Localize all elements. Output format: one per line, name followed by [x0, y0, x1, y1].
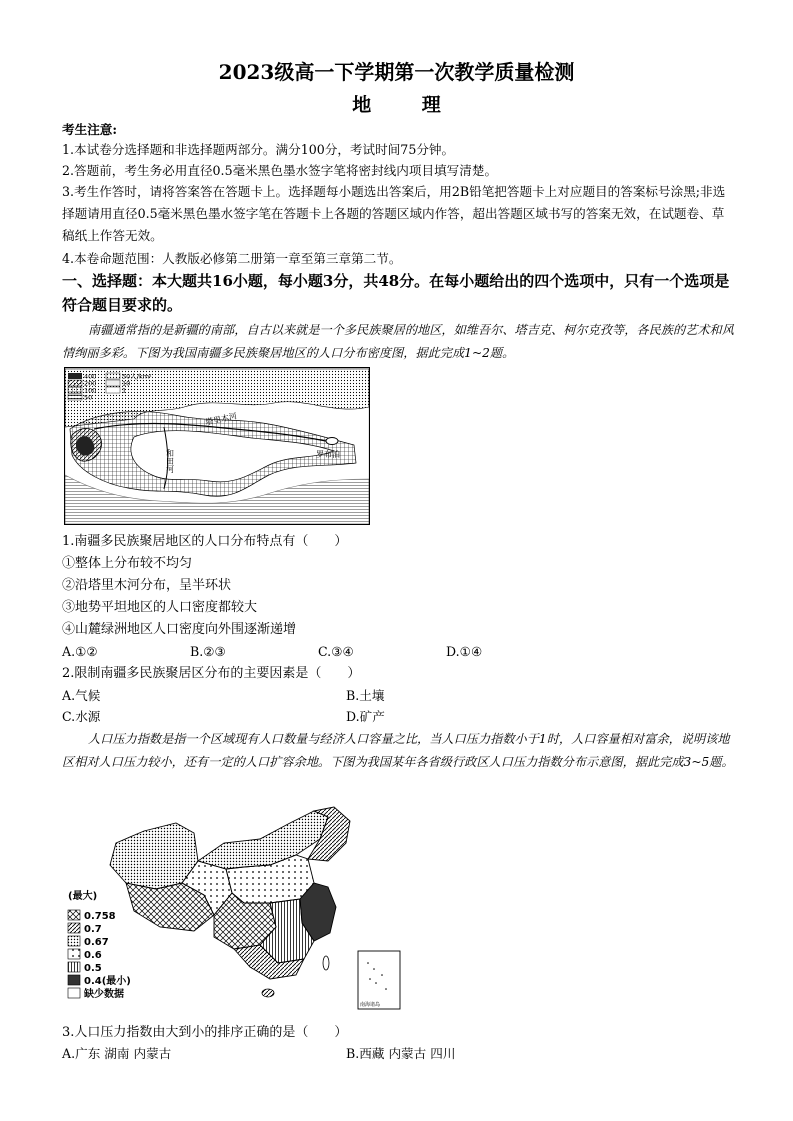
population-density-map — [64, 367, 370, 525]
legend-value: 0.67 — [84, 937, 109, 948]
passage-1: 南疆通常指的是新疆的南部，自古以来就是一个多民族聚居的地区，如维吾尔、塔吉克、柯尔克孜等，各民族的艺术和风情绚丽多彩。下图为我国南疆多民族聚居地区的人口分布密度图，据此完成1~2题。 — [62, 323, 734, 360]
label-hotan-river: 和田河 — [165, 449, 175, 473]
passage-2: 人口压力指数是指一个区域现有人口数量与经济人口容量之比，当人口压力指数小于1时，人口容量相对富余，说明该地区相对人口压力较小，还有一定的人口扩容余地。下图为我国某年各省级行政区人口压力指数分布示意图，据此完成3~5题。 — [62, 732, 734, 769]
legend-value: 1 — [122, 386, 127, 395]
q1-option-c[interactable]: C.③④ — [318, 644, 354, 659]
q1-statement: ③地势平坦地区的人口密度都较大 — [62, 600, 258, 615]
legend-value: 0.4(最小) — [84, 976, 131, 987]
q1-statement: ①整体上分布较不均匀 — [62, 556, 193, 571]
subject-title: 地 理 — [352, 94, 463, 116]
q1-statement: ②沿塔里木河分布，呈半环状 — [62, 578, 232, 593]
legend-value: 0.7 — [84, 924, 102, 935]
label-tarim-river: 塔里木河 — [204, 411, 238, 427]
region-taiwan — [323, 956, 329, 970]
q2-stem: 2.限制南疆多民族聚居区分布的主要因素是（ ） — [62, 666, 361, 681]
q1-option-d[interactable]: D.①④ — [446, 644, 483, 659]
legend-value: 缺少数据 — [84, 989, 124, 1000]
q2-option-a[interactable]: A.气候 — [62, 688, 101, 703]
q2-option-b[interactable]: B.土壤 — [346, 688, 385, 703]
population-pressure-map — [64, 803, 409, 1018]
legend-value: 200 — [84, 379, 97, 388]
region-hainan — [262, 989, 274, 997]
inset-frame — [358, 951, 400, 1009]
lop-nur — [326, 438, 338, 445]
map2-legend — [68, 889, 131, 1000]
legend-value: 400 — [84, 372, 97, 381]
exam-title: 2023级高一下学期第一次教学质量检测 — [218, 60, 575, 84]
legend-value: 10 — [122, 379, 131, 388]
q1-stem: 1.南疆多民族聚居地区的人口分布特点有（ ） — [62, 534, 348, 549]
q3-stem: 3.人口压力指数由大到小的排序正确的是（ ） — [62, 1025, 348, 1040]
legend-max: (最大) — [68, 891, 98, 902]
notice-heading: 考生注意: — [62, 122, 118, 137]
legend-value: 50 — [84, 393, 93, 402]
legend-value: 0.758 — [84, 911, 116, 922]
q2-option-d[interactable]: D.矿产 — [346, 709, 385, 724]
legend-value: 0.5 — [84, 963, 102, 974]
notice-item: 3.考生作答时，请将答案答在答题卡上。选择题每小题选出答案后，用2B铅笔把答题卡上对应题目的答案标号涂黑;非选择题请用直径0.5毫米黑色墨水签字笔在答题卡上各题的答题区域内作答，超出答题区域书写的答案无效，在试题卷、草稿纸上作答无效。 — [62, 184, 726, 243]
q1-statement: ④山麓绿洲地区人口密度向外围逐渐递增 — [62, 622, 297, 637]
section-heading: 一、选择题：本大题共16小题，每小题3分，共48分。在每小题给出的四个选项中，只有一个选项是符合题目要求的。 — [62, 272, 730, 314]
q1-option-a[interactable]: A.①② — [62, 644, 98, 659]
q2-option-c[interactable]: C.水源 — [62, 709, 101, 724]
legend-value: 0.6 — [84, 950, 102, 961]
legend-value: 100 — [84, 386, 97, 395]
label-lop-nur: 罗布泊 — [316, 450, 340, 459]
q1-option-b[interactable]: B.②③ — [190, 644, 226, 659]
inset-label: 南海诸岛 — [360, 1002, 381, 1008]
notice-item: 1.本试卷分选择题和非选择题两部分。满分100分，考试时间75分钟。 — [62, 142, 455, 157]
legend-unit: 50人/km² — [122, 372, 152, 381]
q3-option-a[interactable]: A.广东 湖南 内蒙古 — [62, 1046, 172, 1061]
notice-item: 2.答题前，考生务必用直径0.5毫米黑色墨水签字笔将密封线内项目填写清楚。 — [62, 163, 498, 178]
q3-option-b[interactable]: B.西藏 内蒙古 四川 — [346, 1046, 456, 1061]
notice-item: 4.本卷命题范围：人教版必修第二册第一章至第三章第二节。 — [62, 251, 402, 266]
